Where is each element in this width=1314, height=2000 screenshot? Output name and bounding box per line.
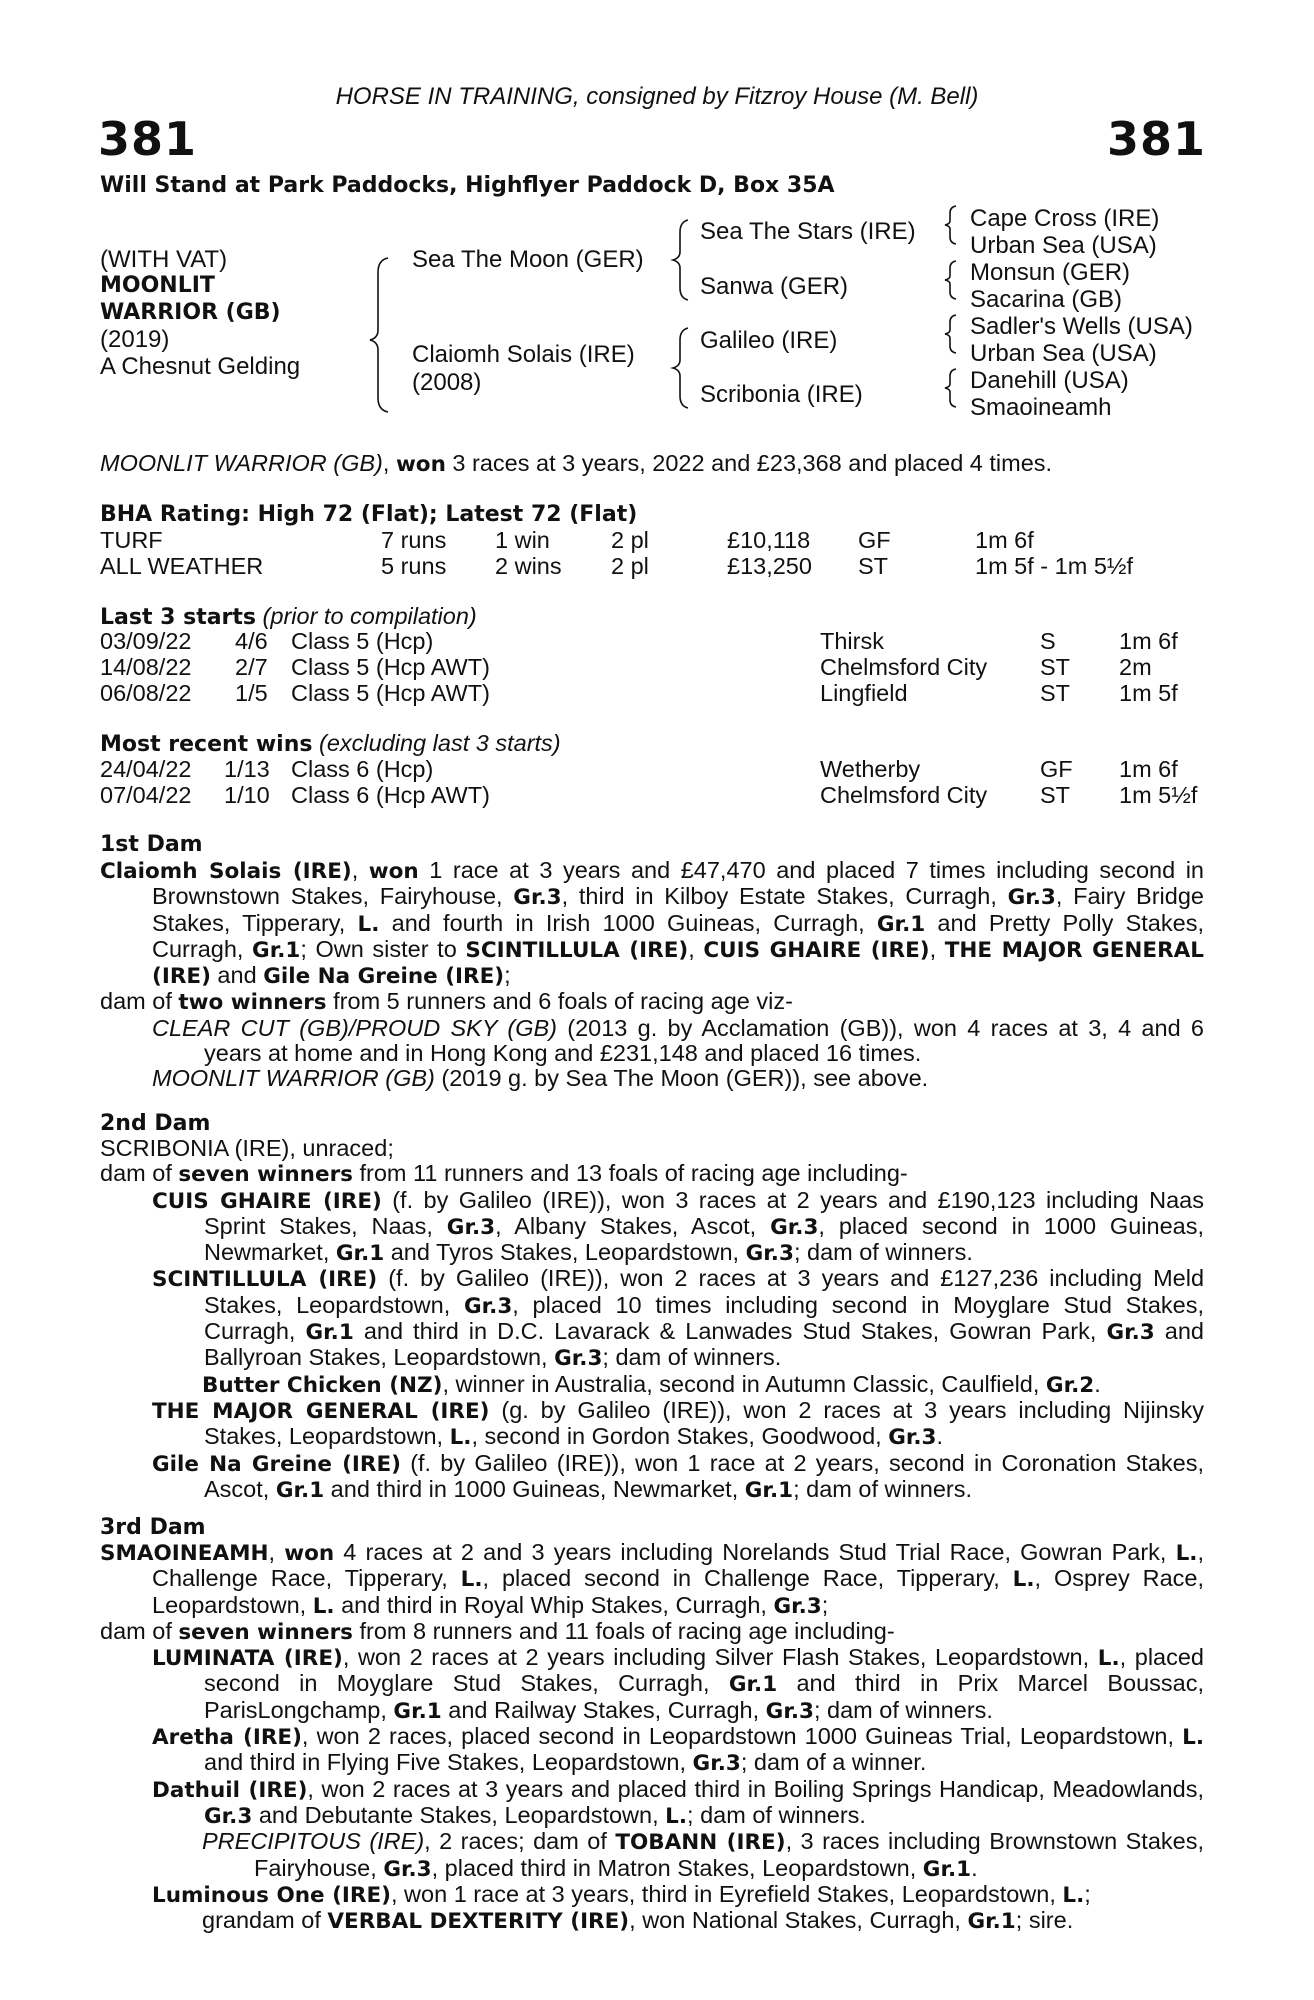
bold-text: two winners [178,990,327,1016]
rating-money: £10,118 [727,527,811,553]
text-run: . [1094,1370,1101,1397]
bold-text: seven winners [178,1619,353,1645]
pedigree-ssd: Urban Sea (USA) [970,232,1157,259]
last3-going: S [1040,628,1056,654]
brace-dd [945,369,956,407]
text-run: and Pretty Polly Stakes, Curragh, [152,909,1204,962]
bold-text: SCINTILLULA (IRE) [465,937,689,963]
recent-going: ST [1040,782,1071,808]
text-run: , [351,857,369,883]
bold-text: L. [357,911,380,937]
text-run: ; dam of winners. [602,1344,782,1371]
text-run: , placed second in Challenge Race, Tipperary, [482,1565,1013,1592]
text-run: , Challenge Race, Tipperary, [152,1539,1204,1592]
dam2-produce-4 [152,1451,1204,1504]
text-run: ; dam of winners. [687,1801,866,1828]
rating-money: £13,250 [727,553,812,579]
text-run: , won 2 races at 2 years including Silver Flash Stakes, Leopardstown, [342,1644,1098,1671]
pedigree-dsd: Urban Sea (USA) [970,340,1157,367]
last3-heading [100,603,477,630]
horse-year: (2019) [100,326,170,353]
text-run: , Fairy Bridge Stakes, Tipperary, [152,883,1204,936]
text-run: (2013 g. by Acclamation (GB)), won 4 races at 3, 4 and 6 years at home and in Hong Kong and £231,148 and placed 16 times. [204,1014,1204,1067]
sale-header: HORSE IN TRAINING, consigned by Fitzroy House (M. Bell) [335,83,979,110]
text-run: and third in Royal Whip Stakes, Curragh, [334,1591,774,1618]
bold-text: Gr.3 [745,1241,794,1267]
bold-text: L. [312,1593,335,1619]
stand-location: Will Stand at Park Paddocks, Highflyer Paddock D, Box 35A [100,173,835,198]
bold-text: Butter Chicken (NZ) [202,1372,443,1398]
pedigree-sds: Monsun (GER) [970,259,1131,286]
text-run: dam of [100,1617,179,1644]
bold-text: LUMINATA (IRE) [152,1646,343,1672]
text-run: and Ballyroan Stakes, Leopardstown, [204,1318,1204,1371]
pedigree-sss: Cape Cross (IRE) [970,205,1160,232]
last3-cls: Class 5 (Hcp AWT) [291,654,490,680]
bold-text: Gr.2 [1045,1372,1095,1398]
last3-dist: 1m 5f [1119,680,1178,706]
summary-horse: MOONLIT WARRIOR (GB) [100,450,383,476]
dam3-produce-4 [152,1882,1204,1908]
text-run: and Tyros Stakes, Leopardstown, [384,1239,746,1266]
bold-text: SMAOINEAMH [100,1541,269,1566]
text-run: , third in Kilboy Estate Stakes, Curragh, [561,883,1008,910]
rating-surface: TURF [100,527,163,553]
text-run: (2019 g. by Sea The Moon (GER)), see above. [434,1065,929,1092]
dam2-produce-line [100,1161,1204,1187]
text-run: (g. by Galileo (IRE)), won 2 races at 3 years including Nijinsky Stakes, Leopardstown, [204,1396,1204,1450]
text-run: ; dam of a winner. [740,1749,927,1776]
recent-dist: 1m 6f [1119,756,1178,782]
last3-date: 06/08/22 [100,680,192,706]
bold-text: Gr.1 [744,1477,794,1503]
text-run: 4 races at 2 and 3 years including Norelands Stud Trial Race, Gowran Park, [334,1539,1176,1565]
dam3-paragraph [100,1540,1204,1619]
text-run: and third in 1000 Guineas, Newmarket, [324,1475,745,1502]
text-run: from 5 runners and 6 foals of racing age viz- [326,988,793,1015]
bold-text: Gr.3 [1007,885,1056,911]
text-run: ; [504,962,511,989]
lot-number-left: 381 [98,112,198,166]
text-run: , won 2 races at 3 years and placed third in Boiling Springs Handicap, Meadowlands, [307,1775,1204,1802]
text-run: SCRIBONIA (IRE), unraced; [100,1135,394,1161]
bold-text: THE MAJOR GENERAL (IRE) [152,937,1204,990]
last3-course: Thirsk [820,628,884,654]
bold-text: CUIS GHAIRE (IRE) [152,1188,382,1214]
last3-date: 14/08/22 [100,654,192,680]
last3-course: Chelmsford City [820,654,988,680]
horse-name-line1: MOONLIT [100,273,215,298]
bold-text: Gr.1 [728,1672,778,1698]
pedigree-dam: Claiomh Solais (IRE) [412,341,635,368]
bold-text: L. [449,1425,472,1451]
dam2-produce-3 [152,1398,1204,1451]
pedigree-dam-sire: Galileo (IRE) [700,327,838,354]
bold-text: Gr.3 [463,1293,513,1319]
text-run: ; [821,1591,829,1618]
bold-text: Dathuil (IRE) [152,1777,308,1803]
lot-number-right: 381 [1106,112,1206,166]
text-run: dam of [100,1160,179,1187]
dam3-produce-line [100,1619,1204,1645]
bold-text: THE MAJOR GENERAL (IRE) [152,1398,490,1424]
recent-pos: 1/13 [224,756,270,782]
dam1-produce-2 [152,1066,1204,1091]
text-run: . [971,1854,978,1881]
text-run: , winner in Australia, second in Autumn Classic, Caulfield, [442,1370,1046,1397]
last3-dist: 2m [1119,654,1152,680]
brace-dam [673,328,688,408]
text-run: grandam of [202,1907,328,1934]
text-run: (f. by Galileo (IRE)), won 3 races at 2 years and £190,123 including Naas Sprint Stakes, Naas, [204,1186,1204,1239]
last3-course: Lingfield [820,680,908,706]
dam3-produce-1 [152,1645,1204,1724]
last3-pos: 1/5 [235,680,268,706]
bold-text: Gr.1 [393,1698,442,1724]
last3-date: 03/09/22 [100,628,192,654]
dam3-grandproduce-1 [202,1829,1204,1882]
bold-text: Gr.1 [305,1320,354,1346]
bold-text: Gr.3 [765,1698,814,1724]
recent-cls: Class 6 (Hcp AWT) [291,782,490,808]
bold-text: Gile Na Greine (IRE) [152,1451,401,1477]
recent-going: GF [1040,756,1073,782]
bold-text: L. [1175,1541,1198,1566]
text-run: , Albany Stakes, Ascot, [495,1212,771,1239]
rating-surface: ALL WEATHER [100,553,264,579]
bold-text: CUIS GHAIRE (IRE) [703,937,930,963]
dam2-produce-1 [152,1188,1204,1267]
recent-cls: Class 6 (Hcp) [291,756,434,782]
horse-description: A Chesnut Gelding [100,353,301,380]
dam2-produce-2 [152,1266,1204,1371]
text-run: and Railway Stakes, Curragh, [441,1696,766,1723]
bold-text: Luminous One (IRE) [152,1882,391,1908]
text-run: ; dam of winners. [813,1696,993,1723]
dam2-section [100,1136,1204,1503]
pedigree-sire-sire: Sea The Stars (IRE) [700,218,916,245]
brace-ds [945,315,956,353]
bold-text: Gr.1 [252,937,301,963]
rating-wins: 2 wins [495,553,562,579]
dam1-produce-line [100,989,1204,1015]
pedigree-dam-year: (2008) [412,369,482,396]
dam3-title: 3rd Dam [100,1515,206,1540]
last3-going: ST [1040,680,1071,706]
pedigree-sire-dam: Sanwa (GER) [700,273,849,300]
last3-pos: 4/6 [235,628,268,654]
text-run: ; dam of winners. [793,1475,973,1502]
bold-text: Gr.1 [967,1909,1016,1935]
text-run: , 2 races; dam of [424,1828,616,1855]
text-run: , 3 races including Brownstown Stakes, Fairyhouse, [254,1828,1205,1881]
text-run: and [210,962,264,989]
italic-text: MOONLIT WARRIOR (GB) [152,1065,435,1092]
text-run: from 8 runners and 11 foals of racing age including- [352,1617,895,1644]
dam3-grandproduce-2 [202,1908,1204,1934]
last3-cls: Class 5 (Hcp AWT) [291,680,490,706]
bold-text: Gr.3 [888,1425,937,1451]
dam1-section [100,858,1204,1092]
bold-text: won [368,859,419,884]
bold-text: Gr.3 [1106,1320,1155,1346]
italic-text: CLEAR CUT (GB)/PROUD SKY (GB) [152,1014,557,1041]
dam2-line [100,1136,1204,1161]
rating-dist: 1m 6f [975,527,1034,553]
bold-text: TOBANN (IRE) [615,1830,786,1856]
pedigree-sire: Sea The Moon (GER) [412,246,644,273]
rating-pl: 2 pl [611,553,649,579]
text-run: , placed 10 times including second in Moyglare Stud Stakes, Curragh, [204,1291,1204,1345]
text-run: , placed second in 1000 Guineas, Newmarket, [204,1212,1204,1266]
rating-wins: 1 win [495,527,550,553]
text-run: ; Own sister to [300,935,466,962]
italic-text: PRECIPITOUS (IRE) [202,1828,425,1855]
rating-going: ST [858,553,889,579]
bold-text: L. [1062,1882,1085,1908]
text-run: ; dam of winners. [793,1239,973,1266]
bold-text: Gr.3 [513,885,562,911]
text-run: (f. by Galileo (IRE)), won 1 race at 2 years, second in Coronation Stakes, Ascot, [204,1449,1204,1502]
bold-text: Gr.3 [204,1803,253,1829]
recent-dist: 1m 5½f [1119,782,1198,808]
text-run: , won National Stakes, Curragh, [629,1907,968,1934]
text-run: 1 race at 3 years and £47,470 and placed 7 times including second in Brownstown Stakes, Fairyhouse, [152,857,1205,910]
last3-title: Last 3 starts [100,605,257,630]
last3-dist: 1m 6f [1119,628,1178,654]
text-run: , placed third in Matron Stakes, Leopardstown, [431,1854,923,1881]
dam3-produce-2 [152,1724,1204,1777]
bold-text: Gr.3 [692,1751,741,1777]
bold-text: L. [1012,1567,1035,1593]
pedigree-dds: Danehill (USA) [970,367,1129,394]
bold-text: Gr.3 [383,1856,432,1882]
text-run: , Osprey Race, Leopardstown, [152,1565,1204,1618]
bold-text: Gr.3 [773,1593,822,1619]
dam3-produce-3 [152,1777,1204,1830]
brace-sire [673,220,688,300]
text-run: and third in D.C. Lavarack & Lanwades Stud Stakes, Gowran Park, [353,1318,1107,1345]
dam2-title: 2nd Dam [100,1111,211,1136]
text-run: from 11 runners and 13 foals of racing age including- [352,1160,908,1187]
text-run: (f. by Galileo (IRE)), won 2 races at 3 years and £127,236 including Meld Stakes, Leopardstown, [204,1265,1205,1318]
text-run: , won 2 races, placed second in Leopardstown 1000 Guineas Trial, Leopardstown, [301,1723,1183,1750]
bold-text: Gr.1 [922,1856,972,1882]
bold-text: Gr.3 [446,1214,496,1240]
brace-main [370,258,388,412]
recent-pos: 1/10 [224,782,270,808]
text-run: , won 1 race at 3 years, third in Eyrefield Stakes, Leopardstown, [391,1880,1063,1907]
summary-won: won [395,452,446,477]
recent-note: (excluding last 3 starts) [312,730,561,756]
text-run: , [929,935,945,962]
summary-rest: 3 races at 3 years, 2022 and £23,368 and placed 4 times. [445,450,1053,476]
bold-text: VERBAL DEXTERITY (IRE) [327,1909,630,1935]
dam1-title: 1st Dam [100,832,203,857]
horse-name-line2: WARRIOR (GB) [100,300,281,325]
bold-text: Gr.1 [876,911,926,937]
bold-text: Gr.3 [554,1346,603,1372]
vat-note: (WITH VAT) [100,246,228,273]
bold-text: Claiomh Solais (IRE) [100,859,352,884]
bold-text: Gr.1 [275,1477,325,1503]
recent-course: Chelmsford City [820,782,988,808]
dam3-section [100,1540,1204,1934]
text-run: , [688,935,704,962]
last3-pos: 2/7 [235,654,268,680]
text-run: and Debutante Stakes, Leopardstown, [252,1801,666,1828]
text-run: ; sire. [1015,1907,1074,1934]
text-run: , placed second in Moyglare Stud Stakes, Curragh, [204,1644,1204,1697]
bold-text: Aretha (IRE) [152,1725,302,1751]
text-run: , [268,1539,285,1565]
text-run: and fourth in Irish 1000 Guineas, Curragh, [379,909,877,936]
rating-title: BHA Rating: High 72 (Flat); Latest 72 (Flat) [100,502,638,527]
text-run: ; [1084,1880,1091,1907]
race-summary: MOONLIT WARRIOR (GB), won 3 races at 3 years, 2022 and £23,368 and placed 4 times. [100,450,1053,477]
last3-cls: Class 5 (Hcp) [291,628,434,654]
rating-pl: 2 pl [611,527,649,553]
pedigree-ddd: Smaoineamh [970,394,1112,421]
recent-course: Wetherby [820,756,921,782]
last3-going: ST [1040,654,1071,680]
rating-going: GF [858,527,891,553]
recent-title: Most recent wins [100,732,313,757]
text-run: , second in Gordon Stakes, Goodwood, [471,1423,889,1450]
bold-text: Gr.3 [770,1214,819,1240]
text-run: . [936,1423,944,1450]
bold-text: Gr.1 [335,1241,385,1267]
pedigree-sdd: Sacarina (GB) [970,286,1123,313]
bold-text: seven winners [178,1162,353,1188]
pedigree-dam-dam: Scribonia (IRE) [700,381,863,408]
bold-text: L. [665,1803,688,1829]
brace-ss [945,206,956,244]
text-run: dam of [100,988,179,1015]
rating-runs: 7 runs [381,527,447,553]
bold-text: L. [1182,1725,1204,1751]
bold-text: L. [1097,1646,1120,1672]
text-run: and third in Prix Marcel Boussac, ParisLongchamp, [204,1670,1204,1723]
dam2-grandproduce-1 [202,1372,1204,1398]
dam1-paragraph [100,858,1204,989]
rating-runs: 5 runs [381,553,447,579]
bold-text: Gile Na Greine (IRE) [263,964,505,990]
brace-sd [945,261,956,299]
recent-heading [100,730,561,757]
recent-date: 24/04/22 [100,756,192,782]
text-run: and third in Flying Five Stakes, Leopardstown, [204,1749,693,1776]
pedigree-dss: Sadler's Wells (USA) [970,313,1193,340]
recent-date: 07/04/22 [100,782,192,808]
rating-dist: 1m 5f - 1m 5½f [975,553,1134,579]
last3-note: (prior to compilation) [256,603,477,629]
dam1-produce-1 [152,1016,1204,1067]
bold-text: L. [460,1567,483,1593]
bold-text: SCINTILLULA (IRE) [152,1267,378,1293]
bold-text: won [284,1541,335,1566]
